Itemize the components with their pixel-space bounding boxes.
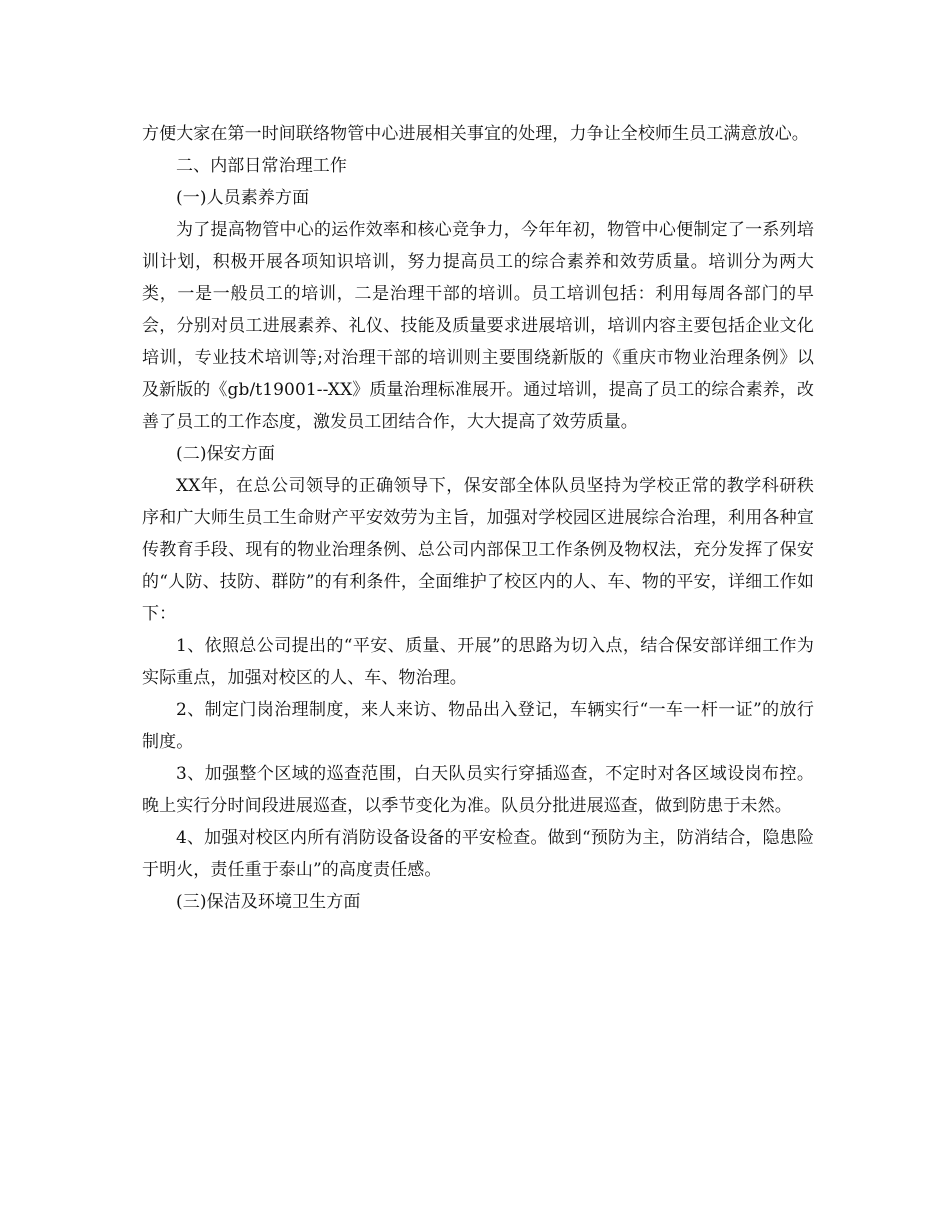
paragraph-security-overview: XX年，在总公司领导的正确领导下，保安部全体队员坚持为学校正常的教学科研秩序和广大师生员工生命财产平安效劳为主旨，加强对学校园区进展综合治理，利用各种宣传教育手段、现有的物业治理条例、总公司内部保卫工作条例及物权法，充分发挥了保安的“人防、技防、群防”的有利条件，全面维护了校区内的人、车、物的平安，详细工作如下：: [142, 476, 814, 624]
subsection-heading-personnel: (一)人员素养方面: [176, 188, 310, 208]
list-item-4: 4、加强对校区内所有消防设备设备的平安检查。做到“预防为主，防消结合，隐患险于明火，责任重于泰山”的高度责任感。: [142, 828, 814, 880]
subsection-heading-cleaning: (三)保洁及环境卫生方面: [176, 892, 361, 912]
document-body: [142, 118, 814, 918]
paragraph-training: 为了提高物管中心的运作效率和核心竞争力，今年年初，物管中心便制定了一系列培训计划，积极开展各项知识培训，努力提高员工的综合素养和效劳质量。培训分为两大类，一是一般员工的培训，二是治理干部的培训。员工培训包括：利用每周各部门的早会，分别对员工进展素养、礼仪、技能及质量要求进展培训，培训内容主要包括企业文化培训，专业技术培训等;对治理干部的培训则主要围绕新版的《重庆市物业治理条例》以及新版的《gb/t19001--XX》质量治理标准展开。通过培训，提高了员工的综合素养，改善了员工的工作态度，激发员工团结合作，大大提高了效劳质量。: [142, 220, 814, 432]
section-heading-internal-management: 二、内部日常治理工作: [176, 156, 347, 176]
list-item-2: 2、制定门岗治理制度，来人来访、物品出入登记，车辆实行“一车一杆一证”的放行制度。: [142, 700, 814, 752]
subsection-heading-security: (二)保安方面: [176, 444, 275, 464]
list-item-1: 1、依照总公司提出的“平安、质量、开展”的思路为切入点，结合保安部详细工作为实际重点，加强对校区的人、车、物治理。: [142, 636, 814, 688]
list-item-3: 3、加强整个区域的巡查范围，白天队员实行穿插巡查，不定时对各区域设岗布控。晚上实行分时间段进展巡查，以季节变化为准。队员分批进展巡查，做到防患于未然。: [142, 764, 814, 816]
paragraph-continuation: 方便大家在第一时间联络物管中心进展相关事宜的处理，力争让全校师生员工满意放心。: [142, 124, 809, 144]
